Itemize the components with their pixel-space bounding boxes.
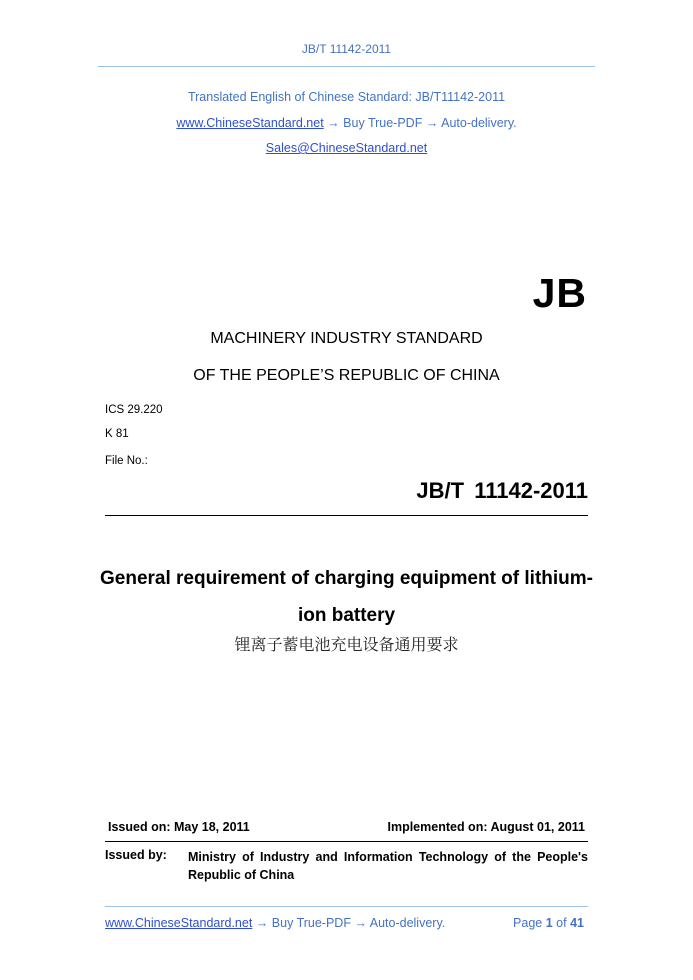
promo-email-link[interactable]: Sales@ChineseStandard.net — [265, 141, 428, 155]
promo-delivery-text: Auto-delivery. — [441, 116, 517, 130]
page-current: 1 — [545, 916, 553, 930]
footer-purchase-line — [105, 916, 445, 930]
standard-category-mark: JB — [532, 270, 587, 316]
promo-purchase-line — [0, 116, 693, 130]
page-indicator — [513, 916, 584, 930]
issued-by-label: Issued by: — [105, 848, 167, 862]
page-label: Page — [513, 916, 543, 930]
arrow-right-icon: → — [327, 116, 340, 130]
ics-code: ICS 29.220 — [105, 404, 163, 416]
ccs-code: K 81 — [105, 428, 129, 440]
file-number: File No.: — [105, 455, 148, 467]
standard-type-line-2: OF THE PEOPLE’S REPUBLIC OF CHINA — [193, 367, 500, 384]
issued-by-authority: Ministry of Industry and Information Technology of the People's Republic of China — [188, 850, 588, 882]
promo-email-line — [0, 141, 693, 155]
header-document-id: JB/T 11142-2011 — [301, 42, 392, 56]
arrow-right-icon: → — [354, 916, 367, 930]
promo-translation-line: Translated English of Chinese Standard: JB/T11142-2011 — [187, 90, 506, 104]
arrow-right-icon: → — [425, 116, 439, 130]
document-title-english: General requirement of charging equipment of lithium-ion battery — [100, 568, 593, 626]
promo-site-link[interactable]: www.ChineseStandard.net — [176, 116, 324, 130]
issued-on-date: Issued on: May 18, 2011 — [108, 820, 250, 834]
page-of-label: of — [556, 916, 567, 930]
header-divider — [98, 66, 595, 67]
promo-buy-text: Buy True-PDF — [343, 116, 423, 130]
arrow-right-icon: → — [255, 916, 269, 930]
footer-buy-text: Buy True-PDF — [271, 916, 351, 930]
standard-number: JB/T 11142-2011 — [416, 478, 588, 503]
footer-delivery-text: Auto-delivery. — [369, 916, 446, 930]
standard-type-line-1: MACHINERY INDUSTRY STANDARD — [210, 330, 483, 347]
standard-number-divider — [105, 515, 588, 516]
document-title-chinese: 锂离子蓄电池充电设备通用要求 — [234, 635, 459, 654]
footer-divider — [105, 906, 588, 907]
page-total: 41 — [570, 916, 584, 930]
issue-divider — [105, 841, 588, 842]
footer-site-link[interactable]: www.ChineseStandard.net — [105, 916, 253, 930]
implemented-on-date: Implemented on: August 01, 2011 — [387, 820, 585, 834]
